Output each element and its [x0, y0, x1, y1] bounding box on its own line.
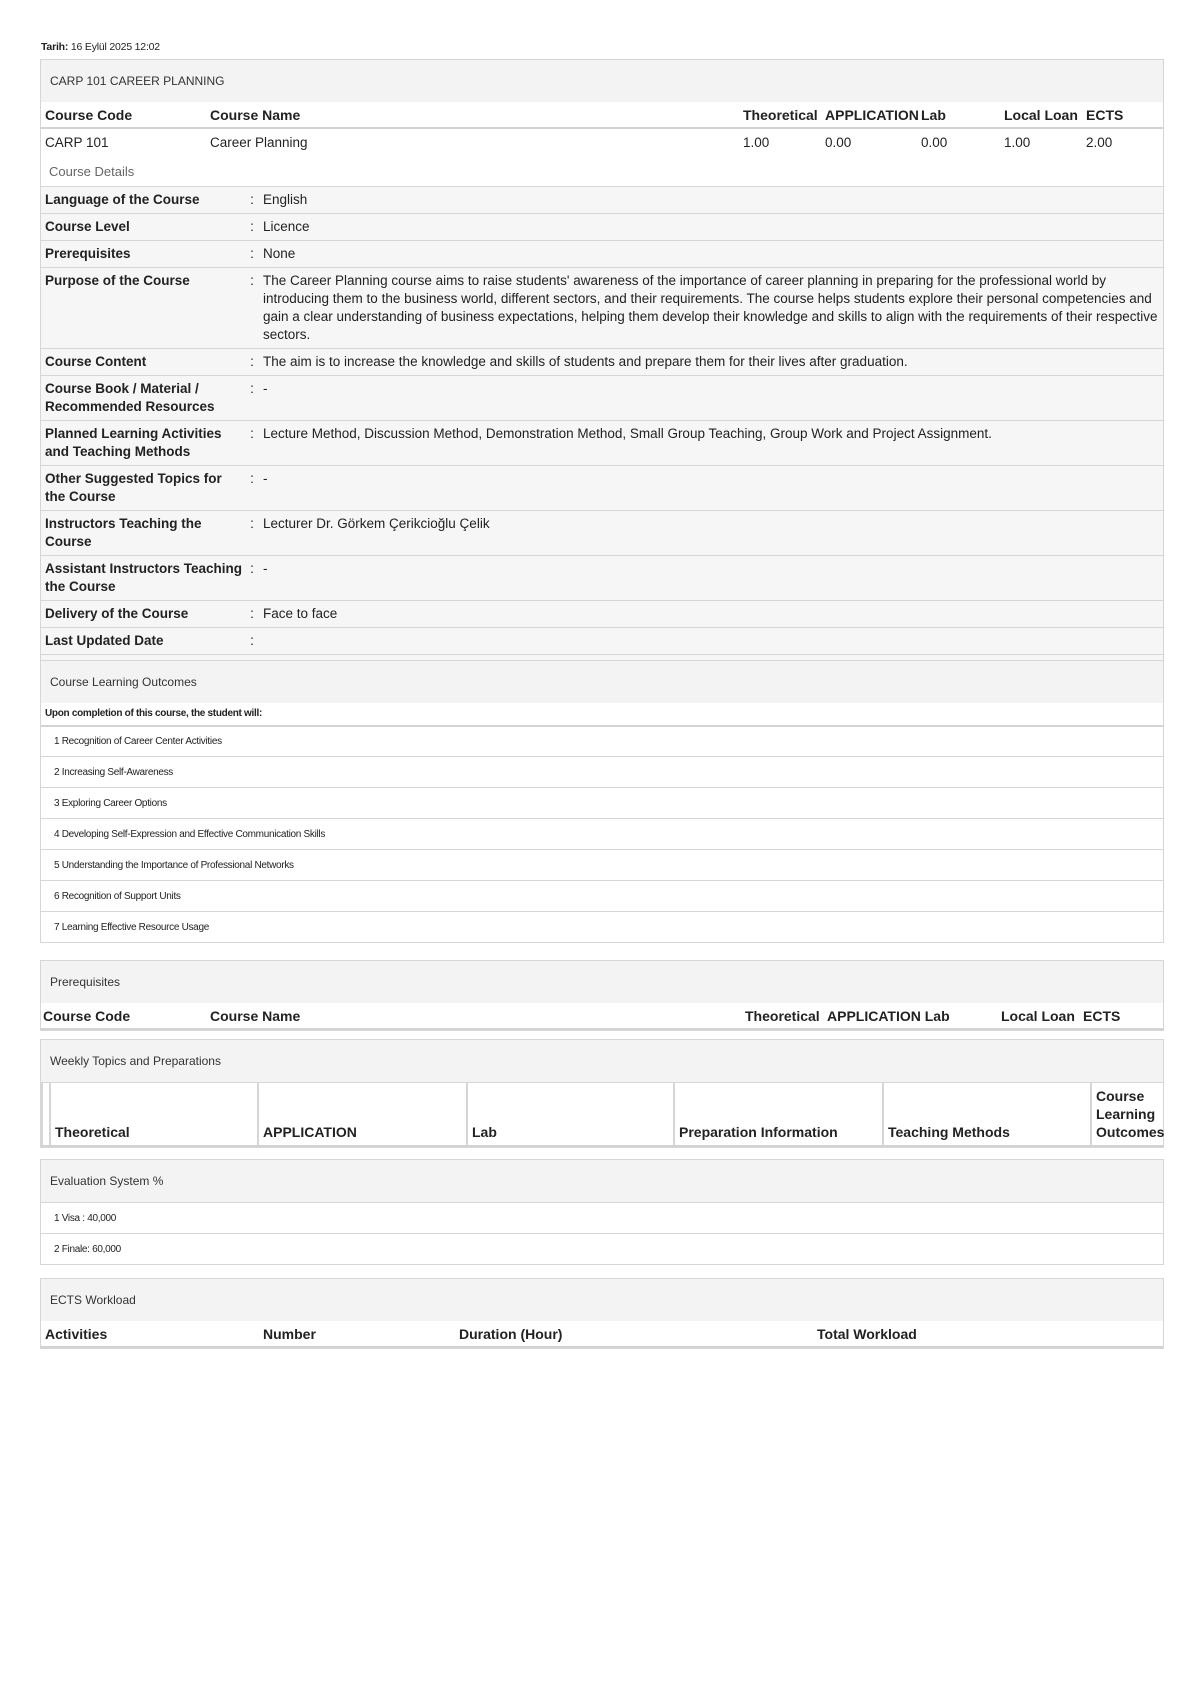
learning-outcome-item: 2 Increasing Self-Awareness: [41, 756, 1163, 787]
learning-outcome-item: 1 Recognition of Career Center Activities: [41, 725, 1163, 756]
cell-local-loan: 1.00: [1004, 135, 1031, 150]
detail-label: Prerequisites: [45, 246, 131, 261]
detail-label: Planned Learning Activities and Teaching Methods: [45, 426, 222, 459]
cell-ects: 2.00: [1086, 135, 1113, 150]
detail-row: [41, 421, 1163, 466]
ects-workload-panel: [40, 1278, 1164, 1349]
learning-outcome-item: 7 Learning Effective Resource Usage: [41, 911, 1163, 942]
cell-course-code: CARP 101: [45, 135, 109, 150]
detail-row: [41, 556, 1163, 601]
col-theoretical: Theoretical: [739, 102, 821, 128]
learning-outcome-item: 3 Exploring Career Options: [41, 787, 1163, 818]
detail-row: [41, 241, 1163, 268]
detail-row: [41, 466, 1163, 511]
weekly-col-lab: Lab: [467, 1083, 674, 1147]
detail-row: [41, 601, 1163, 628]
weekly-topics-panel: [40, 1039, 1164, 1148]
prerequisites-panel: [40, 960, 1164, 1031]
evaluation-panel: [40, 1159, 1164, 1265]
weekly-col-theoretical: Theoretical: [50, 1083, 258, 1147]
weekly-col-learning-outcomes: Course Learning Outcomes: [1091, 1083, 1163, 1147]
col-local-loan: Local Loan: [1000, 102, 1082, 128]
col-ects: ECTS: [1082, 102, 1163, 128]
course-panel-title: CARP 101 CAREER PLANNING: [41, 60, 1163, 102]
detail-value: English: [263, 192, 308, 207]
detail-separator: :: [250, 381, 254, 396]
course-summary-row: [41, 128, 1163, 156]
detail-label: Language of the Course: [45, 192, 200, 207]
learning-outcomes-panel: [40, 660, 1164, 943]
ects-col-total-workload: Total Workload: [813, 1321, 1163, 1347]
prereq-col-theoretical: Theoretical: [741, 1003, 823, 1029]
prereq-col-course-code: Course Code: [41, 1003, 206, 1029]
detail-label: Delivery of the Course: [45, 606, 189, 621]
detail-separator: :: [250, 606, 254, 621]
weekly-col-preparation: Preparation Information: [674, 1083, 883, 1147]
weekly-col-teaching-methods: Teaching Methods: [883, 1083, 1091, 1147]
detail-label: Course Content: [45, 354, 147, 369]
detail-label: Purpose of the Course: [45, 273, 190, 288]
prerequisites-table: [41, 1003, 1163, 1030]
prerequisites-header: [41, 1003, 1163, 1029]
detail-value: Lecturer Dr. Görkem Çerikcioğlu Çelik: [263, 516, 490, 531]
ects-workload-header: [41, 1321, 1163, 1347]
detail-separator: :: [250, 426, 254, 441]
course-details-table: [41, 186, 1163, 681]
detail-separator: :: [250, 561, 254, 576]
course-details-title: Course Details: [49, 164, 135, 179]
learning-outcome-item: 6 Recognition of Support Units: [41, 880, 1163, 911]
detail-row: [41, 214, 1163, 241]
detail-row: [41, 187, 1163, 214]
detail-row: [41, 511, 1163, 556]
evaluation-title: Evaluation System %: [41, 1160, 1163, 1202]
weekly-col-application: APPLICATION: [258, 1083, 467, 1147]
detail-separator: :: [250, 273, 254, 288]
cell-theoretical: 1.00: [743, 135, 770, 150]
detail-separator: :: [250, 219, 254, 234]
col-course-code: Course Code: [41, 102, 206, 128]
detail-row: [41, 349, 1163, 376]
detail-label: Other Suggested Topics for the Course: [45, 471, 222, 504]
ects-col-duration: Duration (Hour): [455, 1321, 813, 1347]
detail-label: Last Updated Date: [45, 633, 164, 648]
weekly-topics-title: Weekly Topics and Preparations: [41, 1040, 1163, 1082]
weekly-topics-table: [41, 1082, 1163, 1147]
detail-value: The Career Planning course aims to raise students' awareness of the importance of career planning in preparing for the professional world by introducing them to the business world, different sectors, and their requirements. The course helps students explore their personal competencies and gain a clear understanding of business expectations, helping them develop their knowledge and skills to align with the requirements of their respective sectors.: [263, 273, 1158, 342]
evaluation-item: 2 Finale: 60,000: [41, 1233, 1163, 1264]
weekly-topics-header: [42, 1083, 1163, 1147]
ects-col-number: Number: [259, 1321, 455, 1347]
detail-value: -: [263, 471, 268, 486]
ects-workload-title: ECTS Workload: [41, 1279, 1163, 1321]
weekly-col-week: [42, 1083, 50, 1147]
cell-course-name: Career Planning: [210, 135, 308, 150]
detail-value: [257, 628, 1163, 655]
detail-label: Course Book / Material / Recommended Resources: [45, 381, 215, 414]
prerequisites-title: Prerequisites: [41, 961, 1163, 1003]
print-date: [41, 41, 160, 53]
prereq-col-application-lab: APPLICATION Lab: [823, 1003, 997, 1029]
detail-row: [41, 376, 1163, 421]
prereq-col-ects: ECTS: [1079, 1003, 1163, 1029]
ects-col-activities: Activities: [41, 1321, 259, 1347]
course-summary-table: [41, 102, 1163, 156]
detail-value: None: [263, 246, 296, 261]
detail-value: -: [263, 381, 268, 396]
learning-outcomes-list: [41, 725, 1163, 942]
ects-workload-table: [41, 1321, 1163, 1348]
detail-label: Instructors Teaching the Course: [45, 516, 202, 549]
col-application: APPLICATION: [821, 102, 917, 128]
detail-label: Course Level: [45, 219, 130, 234]
detail-separator: :: [250, 192, 254, 207]
prereq-col-local-loan: Local Loan: [997, 1003, 1079, 1029]
cell-lab: 0.00: [921, 135, 948, 150]
learning-outcomes-intro: Upon completion of this course, the student will:: [45, 708, 262, 719]
detail-separator: :: [250, 633, 254, 648]
course-panel: [40, 59, 1164, 682]
print-date-value: 16 Eylül 2025 12:02: [70, 41, 160, 53]
print-date-label: Tarih:: [41, 41, 69, 53]
col-course-name: Course Name: [206, 102, 739, 128]
learning-outcome-item: 5 Understanding the Importance of Professional Networks: [41, 849, 1163, 880]
detail-separator: :: [250, 246, 254, 261]
prereq-col-course-name: Course Name: [206, 1003, 741, 1029]
detail-separator: :: [250, 471, 254, 486]
col-lab: Lab: [917, 102, 1000, 128]
detail-label: Assistant Instructors Teaching the Course: [45, 561, 243, 594]
detail-separator: :: [250, 354, 254, 369]
detail-row: [41, 268, 1163, 349]
detail-value: Face to face: [263, 606, 338, 621]
learning-outcome-item: 4 Developing Self-Expression and Effective Communication Skills: [41, 818, 1163, 849]
detail-value: Lecture Method, Discussion Method, Demonstration Method, Small Group Teaching, Group Work and Project Assignment.: [263, 426, 992, 441]
cell-application: 0.00: [825, 135, 852, 150]
detail-separator: :: [250, 516, 254, 531]
detail-value: The aim is to increase the knowledge and skills of students and prepare them for their lives after graduation.: [263, 354, 908, 369]
detail-value: Licence: [263, 219, 310, 234]
detail-row: [41, 628, 1163, 655]
course-summary-header: [41, 102, 1163, 128]
detail-value: -: [263, 561, 268, 576]
learning-outcomes-title: Course Learning Outcomes: [41, 661, 1163, 703]
evaluation-item: 1 Visa : 40,000: [41, 1202, 1163, 1233]
